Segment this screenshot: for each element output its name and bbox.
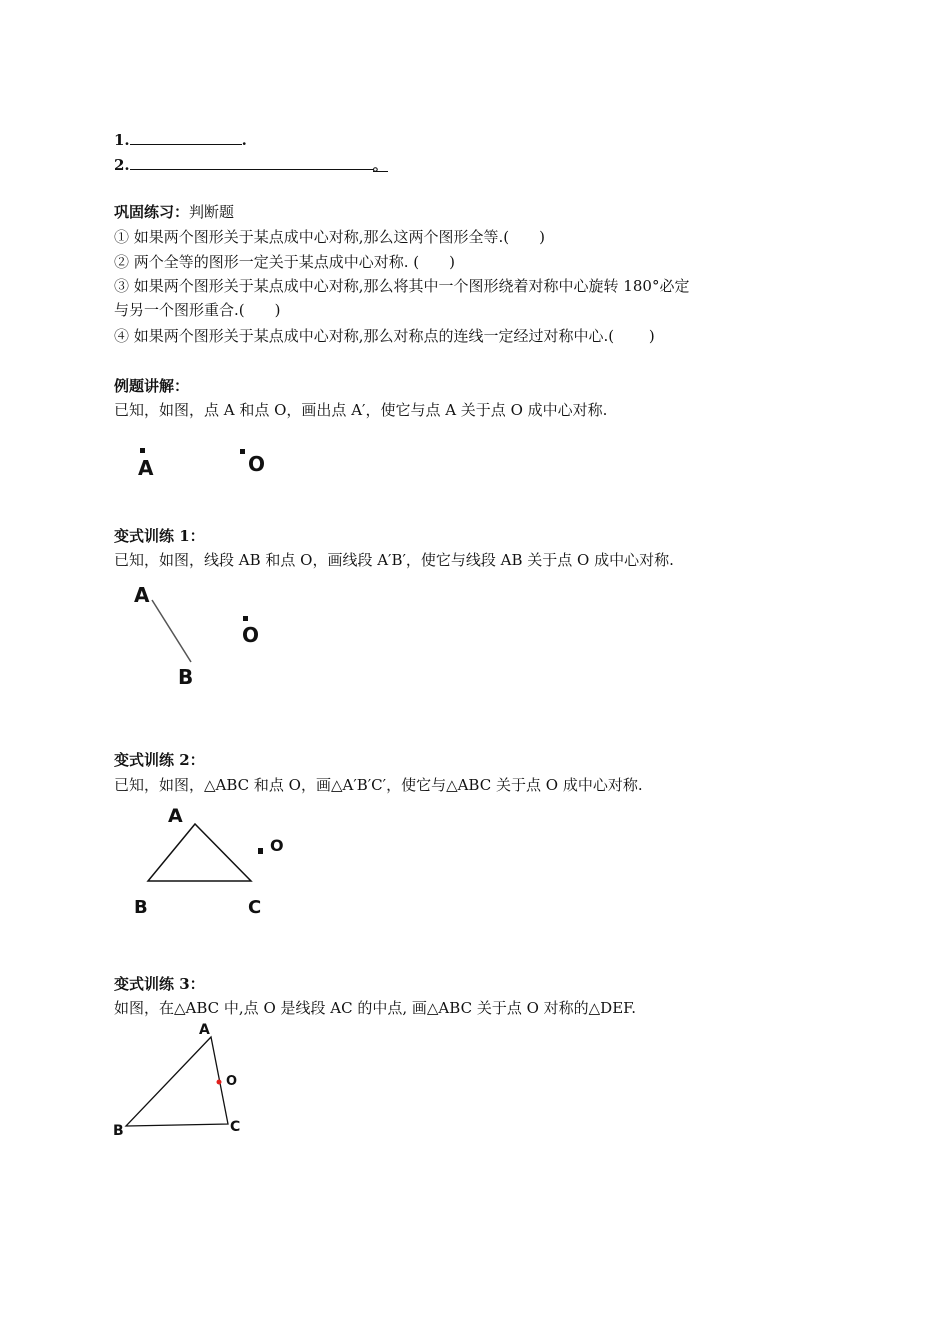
variant-1-heading: 变式训练 1： (114, 527, 205, 545)
variant-1-figure (128, 580, 288, 695)
segment-point-b-label: B (178, 665, 194, 689)
practice-question-3-line-2: 与另一个图形重合.( ) (114, 301, 281, 319)
variant-3-heading: 变式训练 3： (114, 975, 205, 993)
segment-point-a-label: A (134, 583, 150, 607)
practice-heading-line (114, 202, 234, 222)
triangle-vertex-b-label: B (113, 1123, 124, 1139)
example-figure (130, 440, 290, 490)
point-o-dot (243, 616, 248, 621)
practice-question-1: ① 如果两个图形关于某点成中心对称,那么这两个图形全等.( ) (114, 228, 546, 246)
variant-2-text: 已知，如图，△ABC 和点 O，画△A′B′C′，使它与△ABC 关于点 O 成中心对称. (114, 776, 643, 794)
point-o-label: O (270, 836, 284, 855)
triangle-vertex-c-label: C (248, 897, 262, 918)
example-text: 已知，如图，点 A 和点 O，画出点 A′，使它与点 A 关于点 O 成中心对称. (114, 401, 608, 419)
triangle-vertex-a-label: A (199, 1022, 210, 1038)
answer-blank-1[interactable] (130, 128, 242, 145)
practice-heading: 巩固练习： (114, 203, 190, 221)
practice-question-2: ② 两个全等的图形一定关于某点成中心对称. ( ) (114, 253, 456, 271)
point-o-dot (258, 848, 263, 854)
point-o-label: O (242, 623, 260, 647)
fill-in-item-1: 1. . (114, 128, 247, 150)
point-o-dot (240, 449, 245, 454)
variant-2-heading: 变式训练 2： (114, 751, 205, 769)
triangle-vertex-b-label: B (134, 897, 148, 918)
variant-3-text: 如图，在△ABC 中,点 O 是线段 AC 的中点, 画△ABC 关于点 O 对称的△DEF. (114, 999, 636, 1017)
answer-blank-2[interactable] (130, 153, 373, 170)
triangle-abc (148, 824, 251, 881)
point-a-dot (140, 448, 145, 453)
variant-1-text: 已知，如图，线段 AB 和点 O，画线段 A′B′，使它与线段 AB 关于点 O 成中心对称. (114, 551, 674, 569)
practice-question-4: ④ 如果两个图形关于某点成中心对称,那么对称点的连线一定经过对称中心.( ) (114, 327, 655, 345)
variant-3-figure (108, 1018, 258, 1143)
midpoint-o-marker (217, 1080, 222, 1085)
point-a-label: A (138, 456, 154, 480)
midpoint-o-label: O (226, 1074, 238, 1089)
variant-2-figure (128, 800, 298, 920)
example-heading: 例题讲解： (114, 377, 190, 395)
practice-question-3-line-1: ③ 如果两个图形关于某点成中心对称,那么将其中一个图形绕着对称中心旋转 180°必定 (114, 277, 690, 295)
segment-ab (152, 600, 191, 662)
triangle-vertex-a-label: A (168, 805, 183, 827)
fill-in-item-2: 2. 。 (114, 153, 388, 175)
triangle-vertex-c-label: C (230, 1119, 241, 1135)
point-o-label: O (248, 452, 266, 476)
triangle-abc (126, 1037, 228, 1126)
practice-subheading: 判断题 (189, 203, 235, 221)
